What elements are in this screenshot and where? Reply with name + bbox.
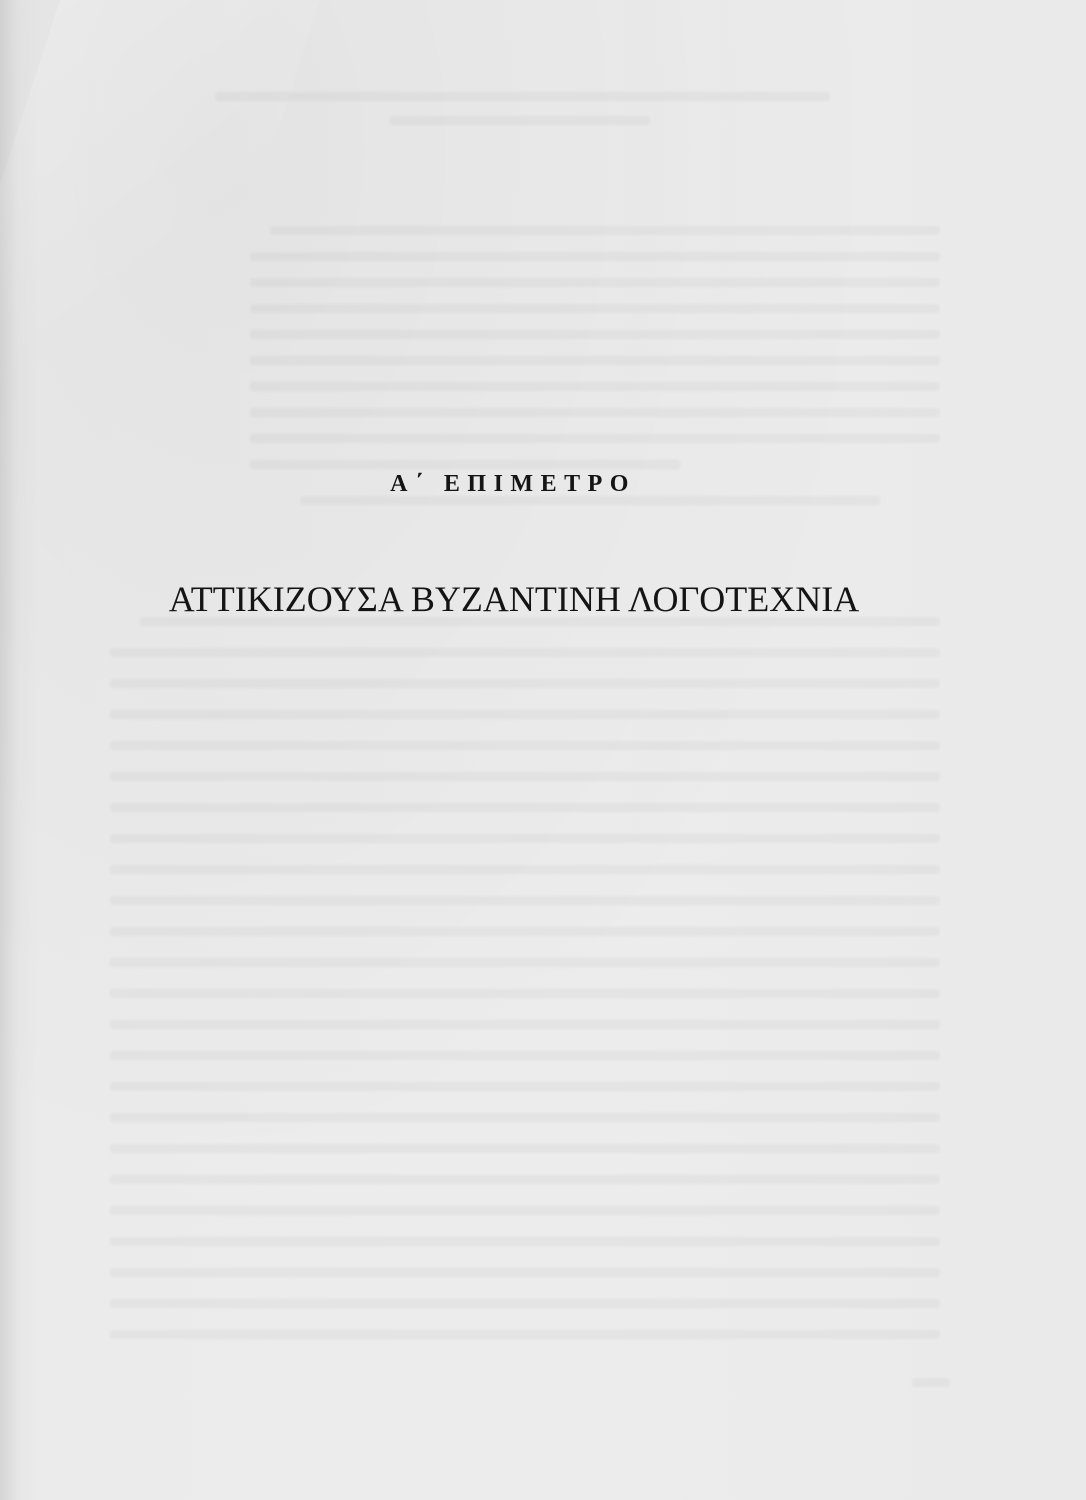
show-through-line <box>110 989 940 998</box>
show-through-line <box>110 1082 940 1091</box>
show-through-line <box>250 278 940 287</box>
appendix-heading: Α΄ ΕΠΙΜΕΤΡΟ <box>390 471 636 497</box>
show-through-line <box>250 382 940 391</box>
show-through-line <box>110 834 940 843</box>
show-through-line <box>110 1330 940 1339</box>
show-through-line <box>110 1237 940 1246</box>
show-through-line <box>110 1020 940 1029</box>
show-through-line <box>110 896 940 905</box>
chapter-title: ΑΤΤΙΚΙΖΟΥΣΑ ΒΥΖΑΝΤΙΝΗ ΛΟΓΟΤΕΧΝΙΑ <box>168 579 860 619</box>
show-through-line <box>250 408 940 417</box>
show-through-line <box>250 330 940 339</box>
show-through-line <box>250 356 940 365</box>
show-through-line <box>250 434 940 443</box>
show-through-line <box>110 710 940 719</box>
show-through-line <box>110 648 940 657</box>
show-through-line <box>270 226 940 235</box>
show-through-line <box>250 252 940 261</box>
show-through-line <box>912 1378 950 1387</box>
show-through-line <box>110 1113 940 1122</box>
show-through-line <box>110 865 940 874</box>
show-through-line <box>110 679 940 688</box>
show-through-line <box>110 1175 940 1184</box>
show-through-line <box>110 1206 940 1215</box>
show-through-line <box>110 803 940 812</box>
show-through-line <box>110 927 940 936</box>
show-through-line <box>110 1051 940 1060</box>
show-through-line <box>215 92 830 101</box>
show-through-line <box>110 1299 940 1308</box>
show-through-line <box>250 304 940 313</box>
show-through-line <box>110 958 940 967</box>
show-through-line <box>110 772 940 781</box>
show-through-line <box>250 460 680 469</box>
show-through-line <box>110 1144 940 1153</box>
show-through-line <box>390 116 650 125</box>
show-through-line <box>110 741 940 750</box>
show-through-line <box>110 1268 940 1277</box>
